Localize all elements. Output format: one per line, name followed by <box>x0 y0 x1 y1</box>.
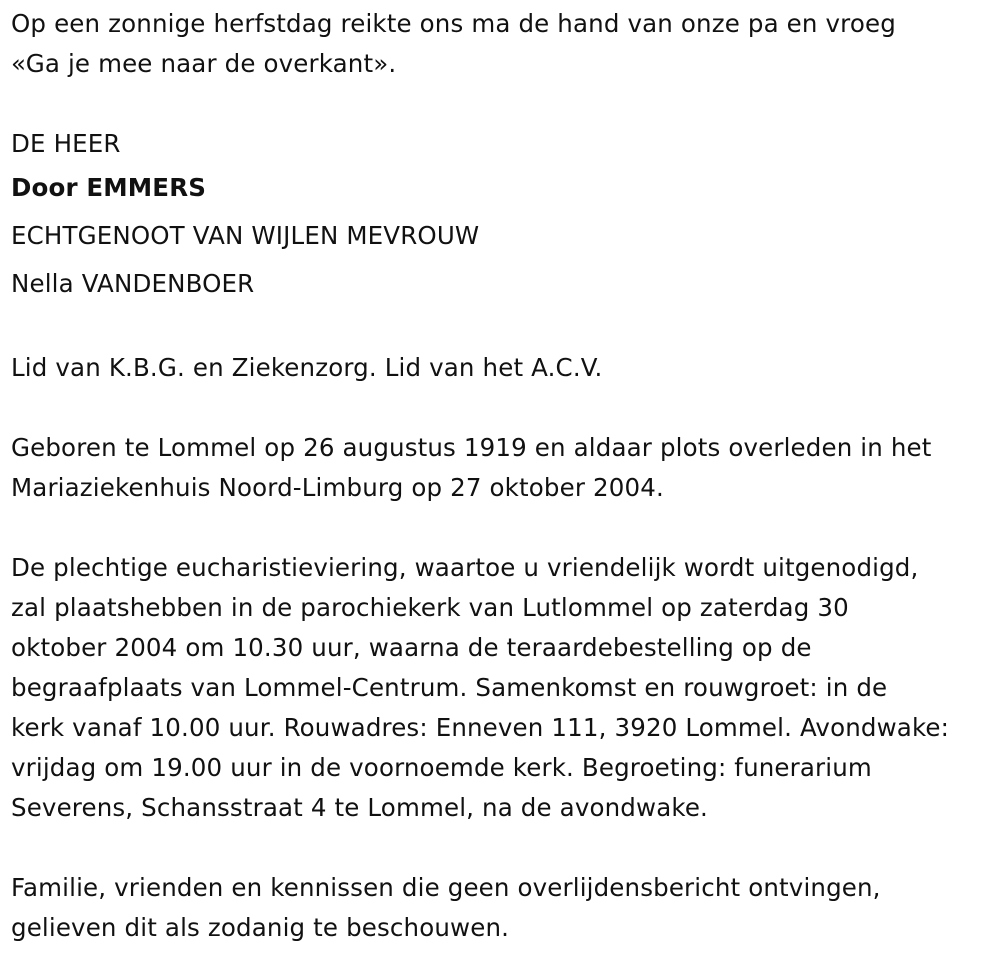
spacer <box>11 84 996 124</box>
deceased-block <box>11 124 996 308</box>
intro-quote <box>11 4 996 84</box>
intro-line-2: «Ga je mee naar de overkant». <box>11 49 397 78</box>
deceased-relation: ECHTGENOOT VAN WIJLEN MEVROUW <box>11 221 480 250</box>
membership-text: Lid van K.B.G. en Ziekenzorg. Lid van het A.C.V. <box>11 353 603 382</box>
birth-death-line-1: Geboren te Lommel op 26 augustus 1919 en aldaar plots overleden in het <box>11 433 932 462</box>
birth-death-line-2: Mariaziekenhuis Noord-Limburg op 27 oktober 2004. <box>11 473 664 502</box>
closing-paragraph <box>11 868 996 948</box>
deceased-name: Door EMMERS <box>11 173 207 202</box>
obituary-document <box>11 4 996 948</box>
ceremony-line: zal plaatshebben in de parochiekerk van Lutlommel op zaterdag 30 <box>11 593 849 622</box>
ceremony-line: De plechtige eucharistieviering, waartoe u vriendelijk wordt uitgenodigd, <box>11 553 919 582</box>
closing-line-2: gelieven dit als zodanig te beschouwen. <box>11 913 510 942</box>
birth-death-paragraph <box>11 428 996 508</box>
ceremony-line: begraafplaats van Lommel-Centrum. Samenkomst en rouwgroet: in de <box>11 673 888 702</box>
intro-line-1: Op een zonnige herfstdag reikte ons ma de hand van onze pa en vroeg <box>11 9 896 38</box>
ceremony-line: oktober 2004 om 10.30 uur, waarna de teraardebestelling op de <box>11 633 812 662</box>
spouse-name: Nella VANDENBOER <box>11 269 255 298</box>
ceremony-paragraph <box>11 548 996 828</box>
spacer <box>11 308 996 348</box>
spacer <box>11 388 996 428</box>
ceremony-line: kerk vanaf 10.00 uur. Rouwadres: Enneven 111, 3920 Lommel. Avondwake: <box>11 713 950 742</box>
ceremony-line: Severens, Schansstraat 4 te Lommel, na de avondwake. <box>11 793 708 822</box>
spacer <box>11 828 996 868</box>
closing-line-1: Familie, vrienden en kennissen die geen overlijdensbericht ontvingen, <box>11 873 881 902</box>
spacer <box>11 508 996 548</box>
deceased-title: DE HEER <box>11 129 121 158</box>
ceremony-line: vrijdag om 19.00 uur in de voornoemde kerk. Begroeting: funerarium <box>11 753 872 782</box>
